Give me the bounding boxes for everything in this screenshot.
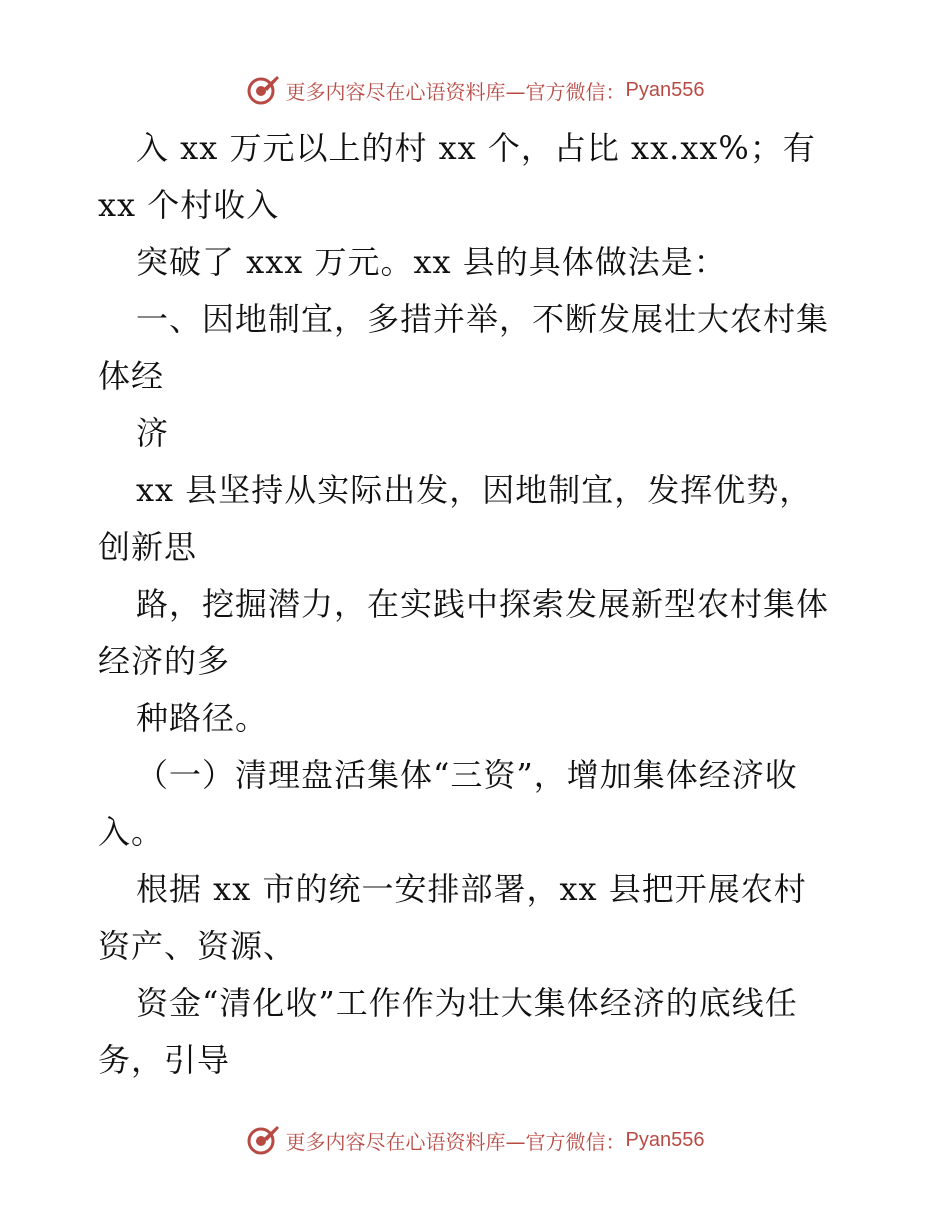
watermark-wechat-id: Pyan556 [625,78,705,101]
text-line: 经济的多 [98,642,231,680]
pen-logo-icon [246,73,280,107]
text-line: 创新思 [98,528,198,566]
text-line: 资金“清化收”工作作为壮大集体经济的底线任 [136,984,798,1022]
header-watermark [0,70,950,110]
text-line: 突破了 xxx 万元。xx 县的具体做法是： [136,243,727,281]
section-heading-line: 济 [136,414,170,452]
text-line: 入 xx 万元以上的村 xx 个，占比 xx.xx%；有 [136,129,816,167]
text-line: 资产、资源、 [98,927,297,965]
text-line: xx 县坚持从实际出发，因地制宜，发挥优势， [136,471,813,509]
pen-logo-icon [246,1123,280,1157]
section-heading-line: 体经 [98,357,165,395]
text-line: 种路径。 [136,699,269,737]
text-line: 路，挖掘潜力，在实践中探索发展新型农村集体 [136,585,830,623]
text-line: xx 个村收入 [98,186,280,224]
footer-watermark [0,1120,950,1160]
subsection-heading-line: 入。 [98,813,165,851]
subsection-heading-line: （一）清理盘活集体“三资”，增加集体经济收 [136,756,798,794]
text-line: 根据 xx 市的统一安排部署，xx 县把开展农村 [136,870,807,908]
document-body [98,120,858,1089]
section-heading-line: 一、因地制宜，多措并举，不断发展壮大农村集 [136,300,830,338]
watermark-wechat-id: Pyan556 [625,1128,705,1151]
text-line: 务，引导 [98,1041,231,1079]
watermark-text: 更多内容尽在心语资料库—官方微信： [285,1129,626,1154]
watermark-text: 更多内容尽在心语资料库—官方微信： [285,79,626,104]
